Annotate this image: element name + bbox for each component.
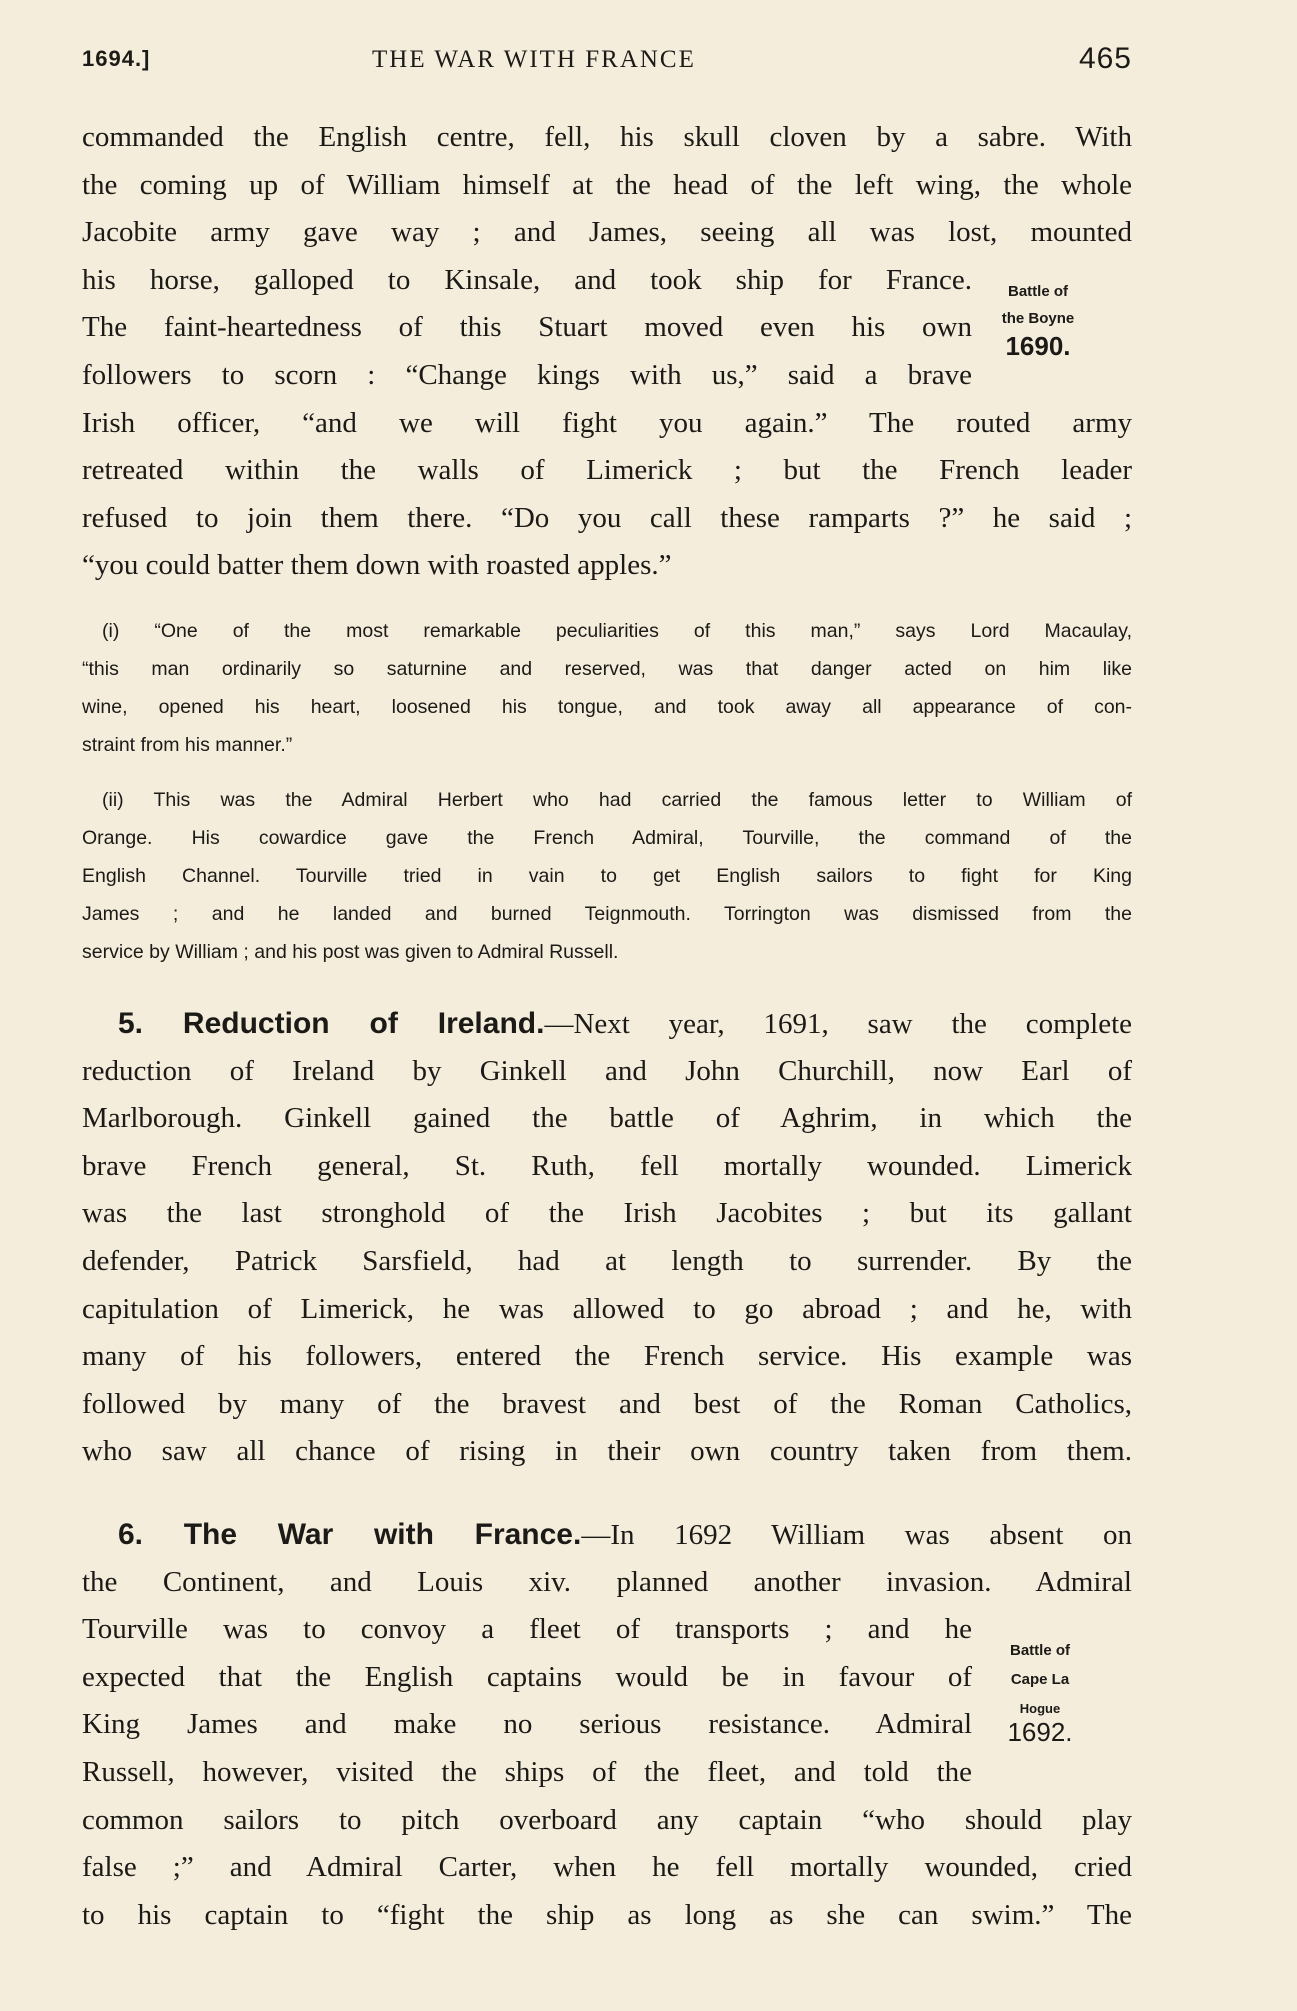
- text-line: defender, Patrick Sarsfield, had at length to surrender. By the: [82, 1244, 1132, 1277]
- footnote-line: Orange. His cowardice gave the French Admiral, Tourville, the command of the: [82, 827, 1132, 849]
- text-line: was the last stronghold of the Irish Jacobites ; but its gallant: [82, 1197, 1132, 1230]
- text-line: who saw all chance of rising in their own country taken from them.: [82, 1435, 1132, 1468]
- section-first-line-text: —Next year, 1691, saw the complete: [544, 1008, 1132, 1040]
- footnote-line: service by William ; and his post was given to Admiral Russell.: [82, 941, 619, 963]
- footnote-i: [82, 612, 1132, 764]
- margin-note-line: Battle of: [1010, 1642, 1070, 1659]
- text-line: to his captain to “fight the ship as long as she can swim.” The: [82, 1898, 1132, 1931]
- section-first-line-text: —In 1692 William was absent on: [581, 1519, 1132, 1551]
- text-line: reduction of Ireland by Ginkell and John Churchill, now Earl of: [82, 1054, 1132, 1087]
- margin-note-line: the Boyne: [1001, 310, 1075, 327]
- text-line: Jacobite army gave way ; and James, seeing all was lost, mounted: [82, 216, 1132, 249]
- text-line: retreated within the walls of Limerick ; but the French leader: [82, 454, 1132, 487]
- section-first-line: [82, 1000, 1132, 1048]
- header-title: THE WAR WITH FRANCE: [372, 46, 696, 73]
- text-line: The faint-heartedness of this Stuart moved even his own: [82, 311, 972, 344]
- text-line: brave French general, St. Ruth, fell mortally wounded. Limerick: [82, 1149, 1132, 1182]
- margin-note-year: 1690.: [1005, 331, 1071, 361]
- section-heading: 5. Reduction of Ireland.: [118, 1007, 545, 1040]
- text-line: Irish officer, “and we will fight you again.” The routed army: [82, 406, 1132, 439]
- section-war-with-france: [82, 1511, 1132, 1939]
- footnote-line: English Channel. Tourville tried in vain to get English sailors to fight for King: [82, 865, 1132, 887]
- footnote-line: wine, opened his heart, loosened his tongue, and took away all appearance of con-: [82, 696, 1132, 718]
- text-line: capitulation of Limerick, he was allowed to go abroad ; and he, with: [82, 1292, 1132, 1325]
- header-year: 1694.]: [82, 46, 151, 71]
- text-line: his horse, galloped to Kinsale, and took ship for France.: [82, 263, 972, 296]
- paragraph-boyne: [82, 114, 1132, 590]
- text-line: common sailors to pitch overboard any captain “who should play: [82, 1803, 1132, 1836]
- margin-note-la-hogue: [990, 1642, 1090, 1747]
- text-line: the coming up of William himself at the head of the left wing, the whole: [82, 168, 1132, 201]
- text-line: Marlborough. Ginkell gained the battle of Aghrim, in which the: [82, 1102, 1132, 1135]
- text-line: followed by many of the bravest and best of the Roman Catholics,: [82, 1387, 1132, 1420]
- text-line: many of his followers, entered the French service. His example was: [82, 1340, 1132, 1373]
- text-line: “you could batter them down with roasted apples.”: [82, 549, 672, 582]
- text-line: false ;” and Admiral Carter, when he fell mortally wounded, cried: [82, 1851, 1132, 1884]
- text-line: commanded the English centre, fell, his skull cloven by a sabre. With: [82, 121, 1132, 153]
- footnote-line: (ii) This was the Admiral Herbert who had carried the famous letter to William of: [102, 789, 1132, 811]
- section-first-line: [82, 1511, 1132, 1559]
- text-line: followers to scorn : “Change kings with us,” said a brave: [82, 358, 972, 391]
- section-reduction-of-ireland: [82, 1000, 1132, 1476]
- margin-note-year: 1692.: [1007, 1717, 1073, 1747]
- footnote-ii: [82, 781, 1132, 971]
- text-line: Russell, however, visited the ships of the fleet, and told the: [82, 1755, 972, 1788]
- section-heading: 6. The War with France.: [118, 1518, 582, 1551]
- text-line: expected that the English captains would be in favour of: [82, 1660, 972, 1693]
- running-head: [82, 42, 1132, 86]
- margin-note-boyne: [988, 283, 1088, 361]
- text-line: refused to join them there. “Do you call these ramparts ?” he said ;: [82, 501, 1132, 534]
- margin-note-line: Battle of: [1008, 283, 1068, 300]
- margin-note-line: Cape La: [1010, 1671, 1070, 1688]
- page-number: 465: [1078, 42, 1132, 75]
- footnote-line: straint from his manner.”: [82, 734, 293, 756]
- footnote-line: (i) “One of the most remarkable peculiarities of this man,” says Lord Macaulay,: [102, 620, 1132, 642]
- text-line: the Continent, and Louis xiv. planned another invasion. Admiral: [82, 1565, 1132, 1598]
- footnote-line: James ; and he landed and burned Teignmouth. Torrington was dismissed from the: [82, 903, 1132, 925]
- margin-note-line: Hogue: [1019, 1701, 1061, 1716]
- text-line: Tourville was to convoy a fleet of transports ; and he: [82, 1613, 972, 1646]
- footnote-line: “this man ordinarily so saturnine and reserved, was that danger acted on him like: [82, 658, 1132, 680]
- text-line: King James and make no serious resistance. Admiral: [82, 1708, 972, 1741]
